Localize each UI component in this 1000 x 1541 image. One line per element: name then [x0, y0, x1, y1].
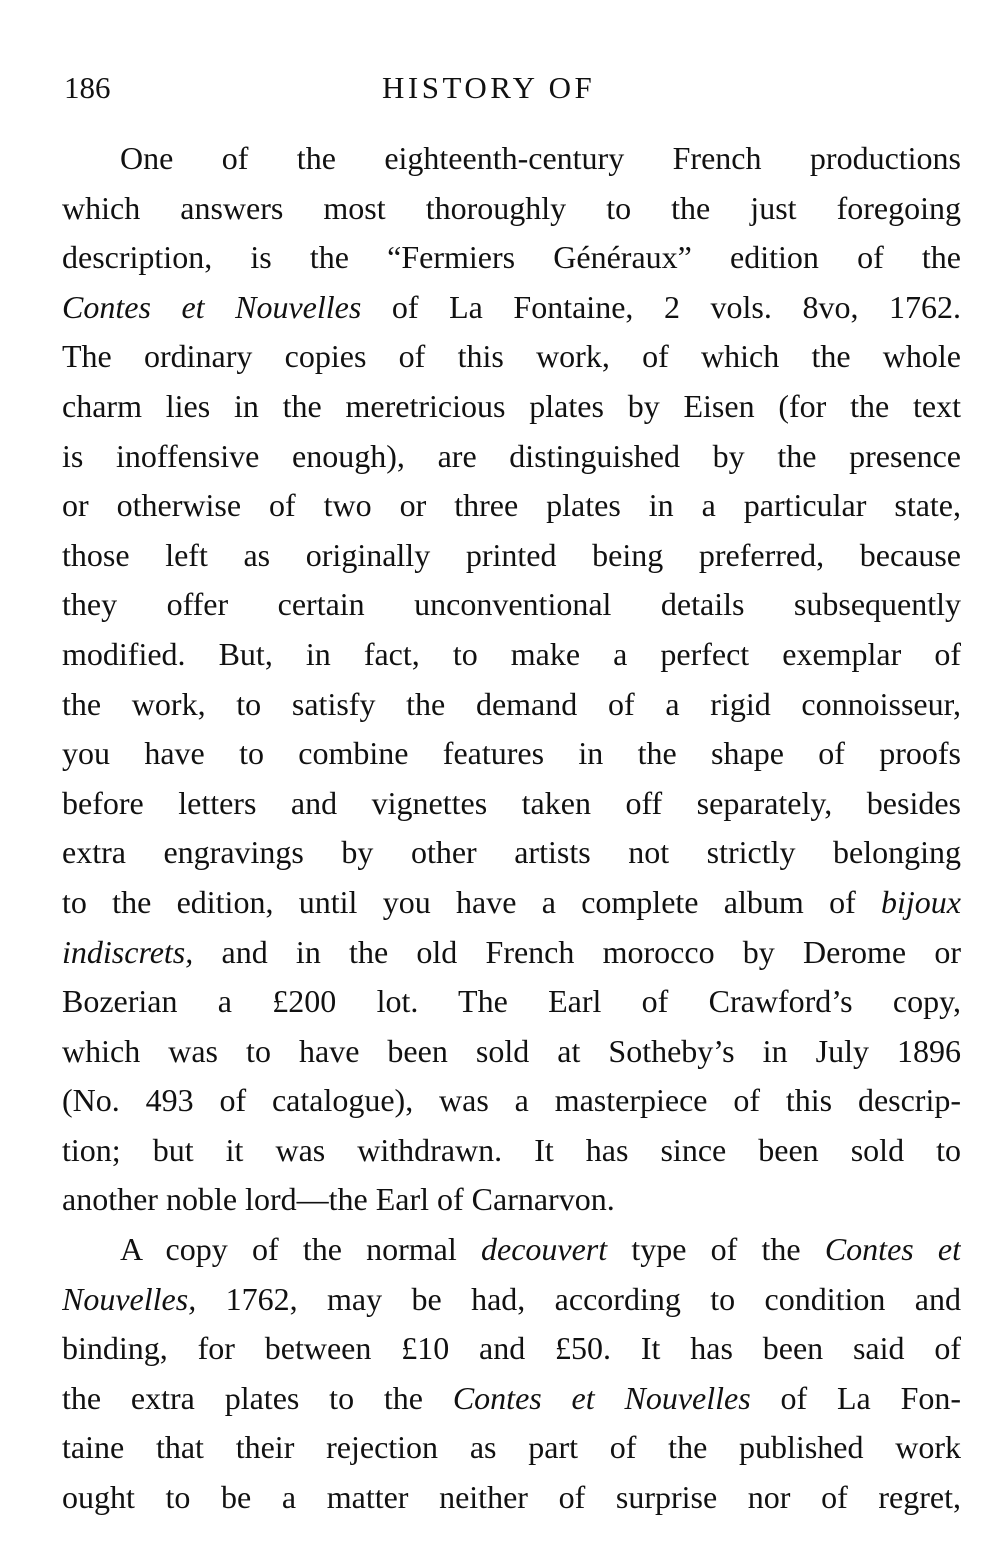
text-run: One of the eighteenth-century French productions	[120, 140, 961, 176]
text-run: and in the old French morocco by Derome or	[193, 933, 961, 970]
italic-run: Contes et Nouvelles	[452, 1379, 751, 1416]
text-line	[62, 977, 961, 1027]
text-line	[62, 828, 961, 878]
text-line	[62, 1324, 961, 1374]
text-run: another noble lord—the Earl of Carnarvon.	[62, 1181, 615, 1218]
text-line	[62, 1275, 961, 1325]
text-run: description, is the “Fermiers Généraux” edition of the	[62, 239, 961, 276]
body-text	[62, 134, 961, 1523]
text-run: is inoffensive enough), are distinguished by the presence	[62, 437, 961, 474]
text-run: type of the	[607, 1231, 825, 1268]
text-line	[62, 432, 961, 482]
text-line	[62, 1473, 961, 1523]
text-run: before letters and vignettes taken off separately, besides	[62, 784, 961, 821]
text-line	[62, 680, 961, 730]
text-run: those left as originally printed being preferred, because	[62, 536, 961, 573]
text-line	[62, 481, 961, 531]
text-line	[62, 729, 961, 779]
text-line	[62, 1076, 961, 1126]
text-run: which was to have been sold at Sotheby’s in July 1896	[62, 1032, 961, 1069]
text-line	[62, 1423, 961, 1473]
italic-run: indiscrets,	[62, 933, 194, 970]
text-run: Bozerian a £200 lot. The Earl of Crawford’s copy,	[62, 983, 961, 1020]
text-line	[62, 1225, 961, 1275]
text-line	[62, 283, 961, 333]
text-run: the work, to satisfy the demand of a rigid connoisseur,	[62, 685, 961, 722]
text-line	[62, 382, 961, 432]
text-line	[62, 1175, 961, 1225]
text-run: the extra plates to the	[62, 1379, 453, 1416]
text-line	[62, 928, 961, 978]
running-title: HISTORY OF	[382, 70, 596, 105]
text-run: which answers most thoroughly to the just foregoing	[62, 189, 961, 226]
text-run: or otherwise of two or three plates in a particular state,	[62, 487, 961, 524]
text-run: 1762, may be had, according to condition and	[196, 1280, 961, 1317]
italic-run: Contes et	[824, 1231, 961, 1268]
text-line	[62, 332, 961, 382]
text-run: A copy of the normal	[120, 1231, 481, 1268]
text-run: taine that their rejection as part of the published work	[62, 1429, 961, 1466]
italic-run: bijoux	[881, 883, 961, 920]
text-line	[62, 531, 961, 581]
text-run: they offer certain unconventional details subsequently	[62, 586, 961, 623]
text-run: ought to be a matter neither of surprise nor of regret,	[62, 1479, 961, 1516]
text-line	[62, 1027, 961, 1077]
text-run: tion; but it was withdrawn. It has since been sold to	[62, 1131, 961, 1168]
text-run: of La Fontaine, 2 vols. 8vo, 1762.	[361, 288, 961, 325]
text-run: you have to combine features in the shape of proofs	[62, 735, 961, 772]
text-line	[62, 233, 961, 283]
text-run: charm lies in the meretricious plates by Eisen (for the text	[62, 387, 961, 424]
text-line	[62, 630, 961, 680]
text-line	[62, 1374, 961, 1424]
text-line	[62, 878, 961, 928]
text-line	[62, 184, 961, 234]
text-run: of La Fon-	[750, 1379, 961, 1416]
text-run: to the edition, until you have a complete album of	[62, 883, 882, 920]
italic-run: Nouvelles,	[62, 1280, 197, 1317]
text-line	[62, 779, 961, 829]
italic-run: Contes et Nouvelles	[62, 288, 362, 325]
text-line	[62, 580, 961, 630]
text-run: (No. 493 of catalogue), was a masterpiece of this descrip-	[62, 1082, 961, 1119]
text-run: The ordinary copies of this work, of which the whole	[62, 338, 961, 375]
text-line	[62, 134, 961, 184]
italic-run: decouvert	[480, 1231, 608, 1268]
page-number: 186	[64, 70, 111, 105]
text-run: binding, for between £10 and £50. It has been said of	[62, 1330, 961, 1367]
text-run: modified. But, in fact, to make a perfect exemplar of	[62, 635, 961, 672]
text-run: extra engravings by other artists not strictly belonging	[62, 834, 961, 871]
text-line	[62, 1126, 961, 1176]
running-head	[64, 68, 960, 108]
